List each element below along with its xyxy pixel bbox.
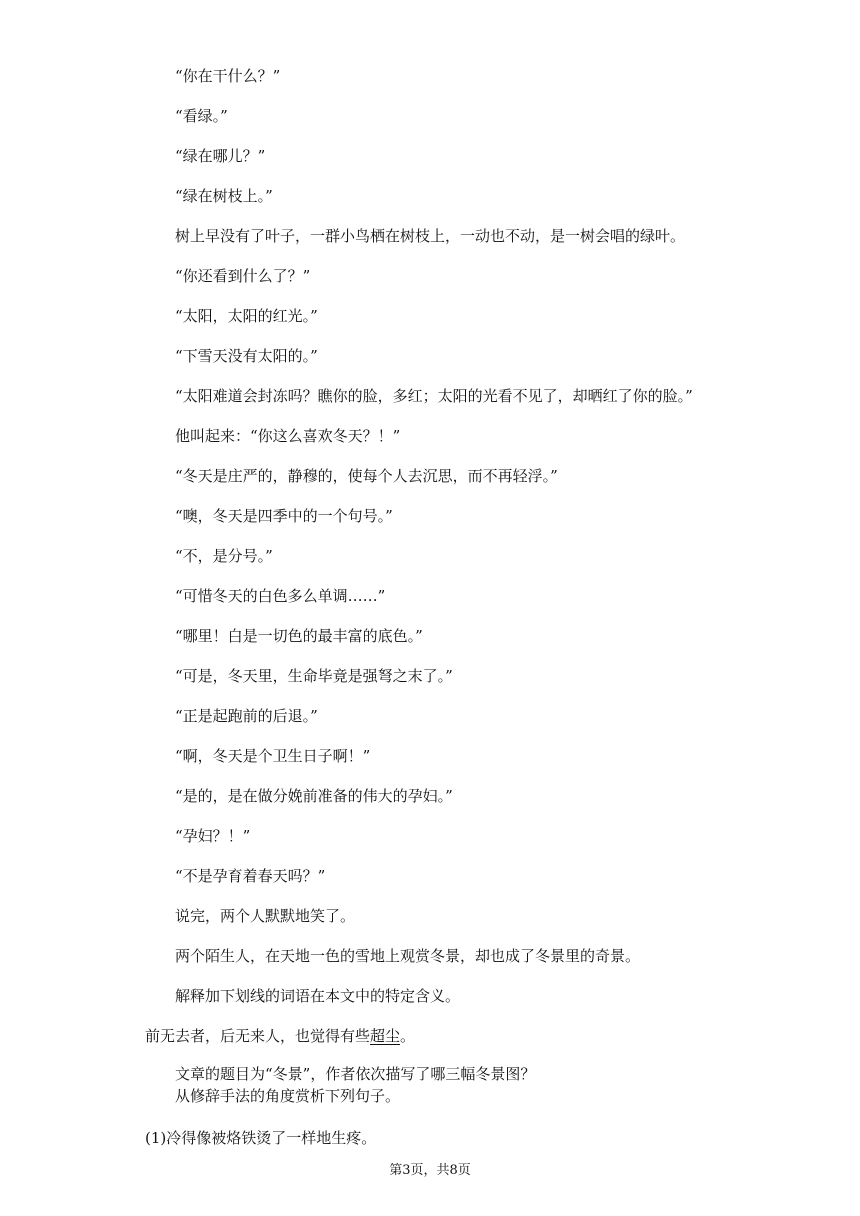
dialogue-line: “太阳，太阳的红光。”: [175, 307, 318, 325]
underlined-term: 超尘: [370, 1027, 401, 1045]
quoted-sentence-end: 。: [400, 1027, 416, 1045]
narration-paragraph: 两个陌生人，在天地一色的雪地上观赏冬景，却也成了冬景里的奇景。: [175, 947, 641, 965]
quoted-sentence-text: 前无去者，后无来人，也觉得有些: [145, 1027, 371, 1045]
dialogue-line: “下雪天没有太阳的。”: [175, 347, 318, 365]
dialogue-line: “是的，是在做分娩前准备的伟大的孕妇。”: [175, 787, 453, 805]
question-prompt: 解释加下划线的词语在本文中的特定含义。: [175, 987, 461, 1005]
question-1: 文章的题目为“冬景”，作者依次描写了哪三幅冬景图？: [175, 1065, 536, 1083]
dialogue-line: “啊，冬天是个卫生日子啊！”: [175, 747, 371, 765]
page-footer: 第3页，共8页: [389, 1163, 471, 1178]
dialogue-line: “冬天是庄严的，静穆的，使每个人去沉思，而不再轻浮。”: [175, 467, 558, 485]
dialogue-line: “太阳难道会封冻吗？瞧你的脸，多红；太阳的光看不见了，却晒红了你的脸。”: [175, 387, 693, 405]
dialogue-line: “可是，冬天里，生命毕竟是强弩之末了。”: [175, 667, 453, 685]
question-2: 从修辞手法的角度赏析下列句子。: [175, 1087, 401, 1105]
sub-question: (1)冷得像被烙铁烫了一样地生疼。: [145, 1129, 377, 1147]
narration-paragraph: 树上早没有了叶子，一群小鸟栖在树枝上，一动也不动，是一树会唱的绿叶。: [175, 227, 686, 245]
dialogue-line: “看绿。”: [175, 107, 228, 125]
dialogue-line: 他叫起来：“你这么喜欢冬天？！”: [175, 427, 401, 445]
dialogue-line: “你还看到什么了？”: [175, 267, 311, 285]
narration-paragraph: 说完，两个人默默地笑了。: [175, 907, 356, 925]
dialogue-line: “绿在哪儿？”: [175, 147, 266, 165]
quoted-sentence: [145, 1026, 415, 1046]
dialogue-line: “噢，冬天是四季中的一个句号。”: [175, 507, 393, 525]
dialogue-line: “哪里！白是一切色的最丰富的底色。”: [175, 627, 423, 645]
dialogue-line: “不，是分号。”: [175, 547, 273, 565]
dialogue-line: “你在干什么？”: [175, 67, 281, 85]
dialogue-line: “正是起跑前的后退。”: [175, 707, 318, 725]
dialogue-line: “不是孕育着春天吗？”: [175, 867, 326, 885]
dialogue-line: “绿在树枝上。”: [175, 187, 273, 205]
dialogue-line: “孕妇？！”: [175, 827, 251, 845]
dialogue-line: “可惜冬天的白色多么单调……”: [175, 587, 386, 605]
